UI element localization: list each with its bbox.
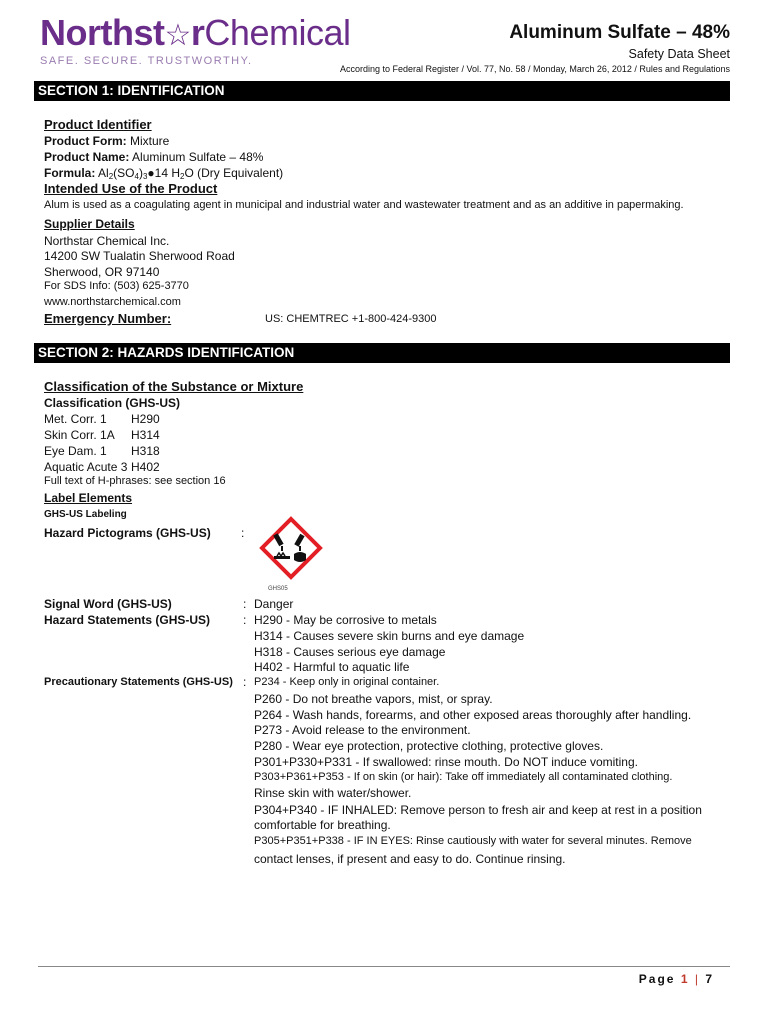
precautionary-statement: contact lenses, if present and easy to do. Continue rinsing. xyxy=(254,852,566,866)
colon: : xyxy=(243,613,247,627)
classification-code: H314 xyxy=(131,428,160,442)
section-2-header: SECTION 2: HAZARDS IDENTIFICATION xyxy=(34,343,730,363)
section-1-header: SECTION 1: IDENTIFICATION xyxy=(34,81,730,101)
signal-word-label: Signal Word (GHS-US) xyxy=(44,597,172,611)
formula-value xyxy=(98,166,283,180)
colon: : xyxy=(243,597,247,611)
logo-part-chemical: Chemical xyxy=(204,12,351,53)
classification-code: H318 xyxy=(131,444,160,458)
classification-sub: Classification (GHS-US) xyxy=(44,396,181,410)
document-title: Aluminum Sulfate – 48% xyxy=(509,22,730,43)
hazard-statement: H314 - Causes severe skin burns and eye damage xyxy=(254,629,525,643)
formula-label: Formula: xyxy=(44,166,96,180)
intended-use-heading: Intended Use of the Product xyxy=(44,181,218,196)
logo-tagline: SAFE. SECURE. TRUSTWORTHY. xyxy=(40,55,253,67)
classification-category: Skin Corr. 1A xyxy=(44,428,115,442)
precautionary-statement: P304+P340 - IF INHALED: Remove person to fresh air and keep at rest in a position xyxy=(254,803,702,817)
precautionary-statement: P260 - Do not breathe vapors, mist, or spray. xyxy=(254,692,493,706)
precautionary-statement: P234 - Keep only in original container. xyxy=(254,676,440,688)
labeling-sub: GHS-US Labeling xyxy=(44,509,127,520)
colon: : xyxy=(243,675,247,689)
pictograms-label: Hazard Pictograms (GHS-US) xyxy=(44,526,211,540)
logo-part-r: r xyxy=(190,12,205,53)
product-form-value: Mixture xyxy=(130,134,170,148)
product-name-value: Aluminum Sulfate – 48% xyxy=(132,150,264,164)
precautionary-statement: P264 - Wash hands, forearms, and other exposed areas thoroughly after handling. xyxy=(254,708,692,722)
hazard-statement: H290 - May be corrosive to metals xyxy=(254,613,437,627)
hazard-statements-label: Hazard Statements (GHS-US) xyxy=(44,613,211,627)
precautionary-statement: Rinse skin with water/shower. xyxy=(254,786,412,800)
website-link[interactable]: www.northstarchemical.com xyxy=(44,296,181,308)
classification-code: H290 xyxy=(131,412,160,426)
page-indicator xyxy=(639,972,714,986)
colon: : xyxy=(241,526,245,540)
intended-use-text: Alum is used as a coagulating agent in municipal and industrial water and wastewater treatment and as an additive in papermaking. xyxy=(44,199,684,211)
page-current: 1 xyxy=(680,972,690,986)
precautionary-statement: P303+P361+P353 - If on skin (or hair): Take off immediately all contaminated clothing. xyxy=(254,771,673,783)
regulation-reference: According to Federal Register / Vol. 77, No. 58 / Monday, March 26, 2012 / Rules and Regulations xyxy=(339,64,730,74)
precautionary-statement: P305+P351+P338 - IF IN EYES: Rinse cautiously with water for several minutes. Remove xyxy=(254,835,692,847)
emergency-label: Emergency Number: xyxy=(44,311,172,326)
classification-heading: Classification of the Substance or Mixture xyxy=(44,379,304,394)
signal-word-value: Danger xyxy=(254,597,294,611)
product-form-label: Product Form: xyxy=(44,134,127,148)
sds-info: For SDS Info: (503) 625-3770 xyxy=(44,280,189,292)
precautionary-label: Precautionary Statements (GHS-US) xyxy=(44,676,233,688)
label-elements-heading: Label Elements xyxy=(44,491,133,505)
precautionary-statement: P273 - Avoid release to the environment. xyxy=(254,723,471,737)
logo-wordmark xyxy=(40,12,360,57)
classification-category: Met. Corr. 1 xyxy=(44,412,107,426)
page-separator: | xyxy=(694,972,700,986)
formula-part: O (Dry Equivalent) xyxy=(184,166,284,180)
full-text-note: Full text of H-phrases: see section 16 xyxy=(44,475,226,487)
company-logo xyxy=(40,12,360,70)
formula-sub: 3 xyxy=(142,172,148,181)
formula-part: ●14 H xyxy=(147,166,180,180)
supplier-line: Northstar Chemical Inc. xyxy=(44,234,170,248)
formula-part: ) xyxy=(138,166,143,180)
formula-row xyxy=(44,166,283,181)
supplier-line: Sherwood, OR 97140 xyxy=(44,265,160,279)
hazard-statement: H402 - Harmful to aquatic life xyxy=(254,660,410,674)
classification-code: H402 xyxy=(131,460,160,474)
pictogram-code: GHS05 xyxy=(268,586,288,592)
logo-part-north: Northst xyxy=(40,12,165,53)
formula-sub: 4 xyxy=(134,172,139,181)
hazard-statement: H318 - Causes serious eye damage xyxy=(254,645,446,659)
product-name-label: Product Name: xyxy=(44,150,130,164)
formula-part: (SO xyxy=(113,166,135,180)
product-name-row xyxy=(44,150,263,164)
footer-divider xyxy=(38,966,730,967)
precautionary-statement: comfortable for breathing. xyxy=(254,818,391,832)
formula-sub: 2 xyxy=(108,172,114,181)
formula-part: Al xyxy=(98,166,109,180)
classification-category: Eye Dam. 1 xyxy=(44,444,107,458)
classification-category: Aquatic Acute 3 xyxy=(44,460,128,474)
product-identifier-heading: Product Identifier xyxy=(44,117,152,132)
document-subtitle: Safety Data Sheet xyxy=(628,47,730,61)
precautionary-statement: P301+P330+P331 - If swallowed: rinse mouth. Do NOT induce vomiting. xyxy=(254,755,638,769)
product-form-row xyxy=(44,134,169,148)
precautionary-statement: P280 - Wear eye protection, protective clothing, protective gloves. xyxy=(254,739,604,753)
star-icon: ☆ xyxy=(164,19,191,52)
corrosion-pictogram-icon xyxy=(259,516,323,580)
supplier-heading: Supplier Details xyxy=(44,217,135,231)
page-total: 7 xyxy=(705,972,714,986)
page-word: Page xyxy=(638,972,676,986)
supplier-line: 14200 SW Tualatin Sherwood Road xyxy=(44,249,235,263)
formula-sub: 2 xyxy=(180,172,185,181)
emergency-number: US: CHEMTREC +1-800-424-9300 xyxy=(265,313,437,325)
